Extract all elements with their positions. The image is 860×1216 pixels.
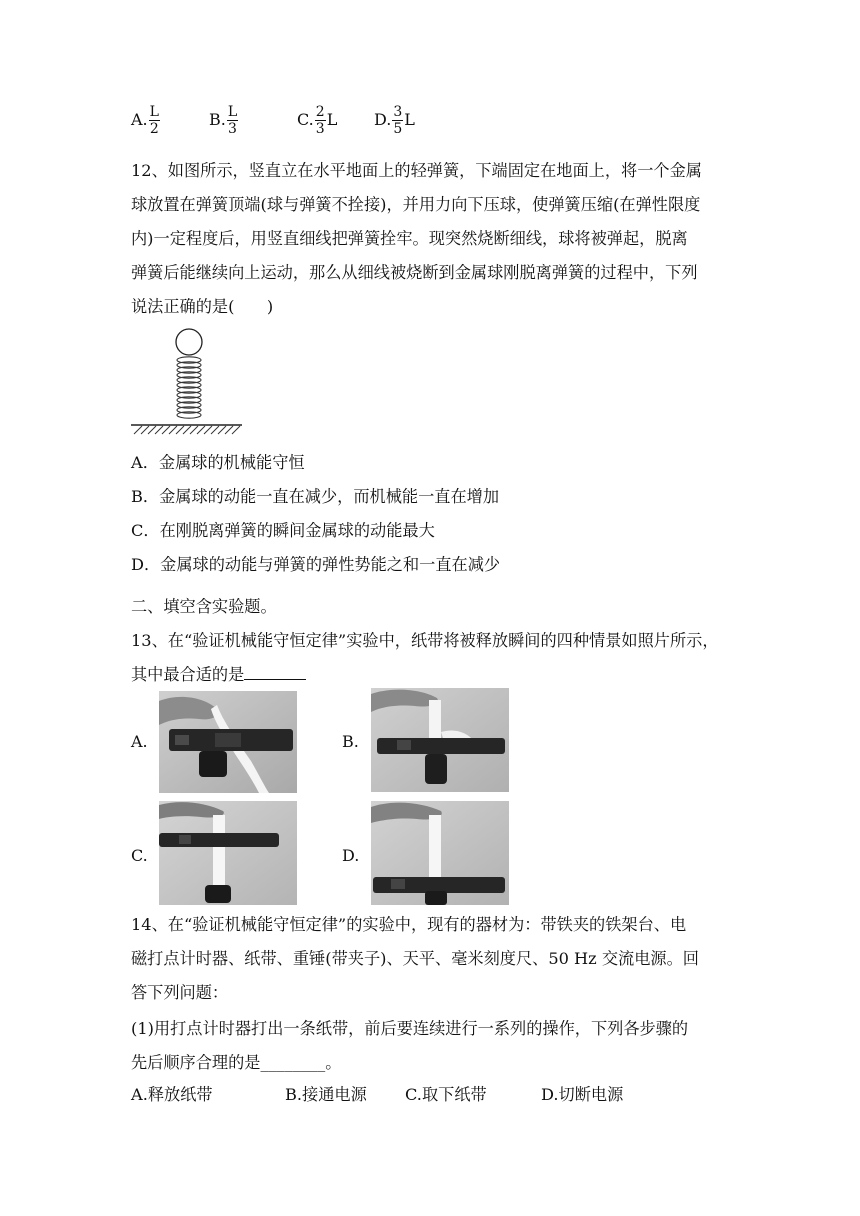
photo-c [159,801,297,905]
q14-option-c: C.取下纸带 [405,1085,487,1104]
denominator: 2 [149,121,159,137]
q14-stem-line: 磁打点计时器、纸带、重锤(带夹子)、天平、毫米刻度尺、50 Hz 交流电源。回 [131,949,699,968]
fraction [315,104,326,137]
answer-blank [244,665,306,680]
photo-a [159,691,297,793]
photo-label-d: D. [342,846,360,865]
q14-option-a: A.释放纸带 [131,1085,213,1104]
metal-ball [176,329,202,355]
option-suffix: L [404,110,415,129]
denominator: 3 [228,121,237,137]
denominator: 3 [315,121,325,137]
spring-coil [177,357,201,418]
fraction [392,104,403,137]
q12-option-c: C．在刚脱离弹簧的瞬间金属球的动能最大 [131,521,435,540]
q13-stem-line [131,661,306,685]
q14-option-b: B.接通电源 [285,1085,367,1104]
spring-ball-figure [128,326,246,438]
option-prefix: A. [131,110,148,129]
q12-stem-line: 弹簧后能继续向上运动，那么从细线被烧断到金属球刚脱离弹簧的过程中，下列 [131,263,698,282]
photo-d [371,801,509,905]
q12-stem-line: 12、如图所示，竖直立在水平地面上的轻弹簧，下端固定在地面上，将一个金属 [131,161,702,180]
option-prefix: C. [297,110,314,129]
denominator: 5 [393,121,403,137]
numerator: L [149,104,159,120]
numerator: 3 [393,104,403,120]
q14-stem-line: 答下列问题： [131,983,229,1002]
q14-stem-line: 先后顺序合理的是________。 [131,1053,342,1072]
q11-option-a [131,104,161,137]
option-prefix: B. [209,110,226,129]
q13-stem-text: 其中最合适的是 [131,665,245,684]
photo-b [371,688,509,792]
option-suffix: L [326,110,338,129]
q12-stem-line: 内)一定程度后，用竖直细线把弹簧拴牢。现突然烧断细线，球将被弹起，脱离 [131,229,688,248]
q13-stem-line: 13、在“验证机械能守恒定律”实验中，纸带将被释放瞬间的四种情景如照片所示， [131,631,719,650]
numerator: L [227,104,238,120]
q11-option-c [297,104,337,137]
q14-stem-line: 14、在“验证机械能守恒定律”的实验中，现有的器材为：带铁夹的铁架台、电 [131,915,687,934]
fraction [227,104,238,137]
photo-label-a: A. [131,732,148,751]
option-prefix: D. [374,110,392,129]
q12-option-b: B．金属球的动能一直在减少，而机械能一直在增加 [131,487,500,506]
q12-option-a: A．金属球的机械能守恒 [131,453,305,472]
photo-label-c: C. [131,846,148,865]
q12-option-d: D．金属球的动能与弹簧的弹性势能之和一直在减少 [131,555,501,574]
q11-option-b [209,104,239,137]
section-heading: 二、填空含实验题。 [131,597,277,616]
q12-stem-line: 球放置在弹簧顶端(球与弹簧不拴接)，并用力向下压球，使弹簧压缩(在弹性限度 [131,195,701,214]
ground-hatching [134,426,240,434]
numerator: 2 [315,104,325,120]
fraction [149,104,160,137]
q14-option-d: D.切断电源 [541,1085,624,1104]
q12-stem-line: 说法正确的是( ) [131,297,274,316]
q14-stem-line: (1)用打点计时器打出一条纸带，前后要连续进行一系列的操作，下列各步骤的 [131,1019,689,1038]
q11-option-d [374,104,415,137]
photo-label-b: B. [342,732,359,751]
